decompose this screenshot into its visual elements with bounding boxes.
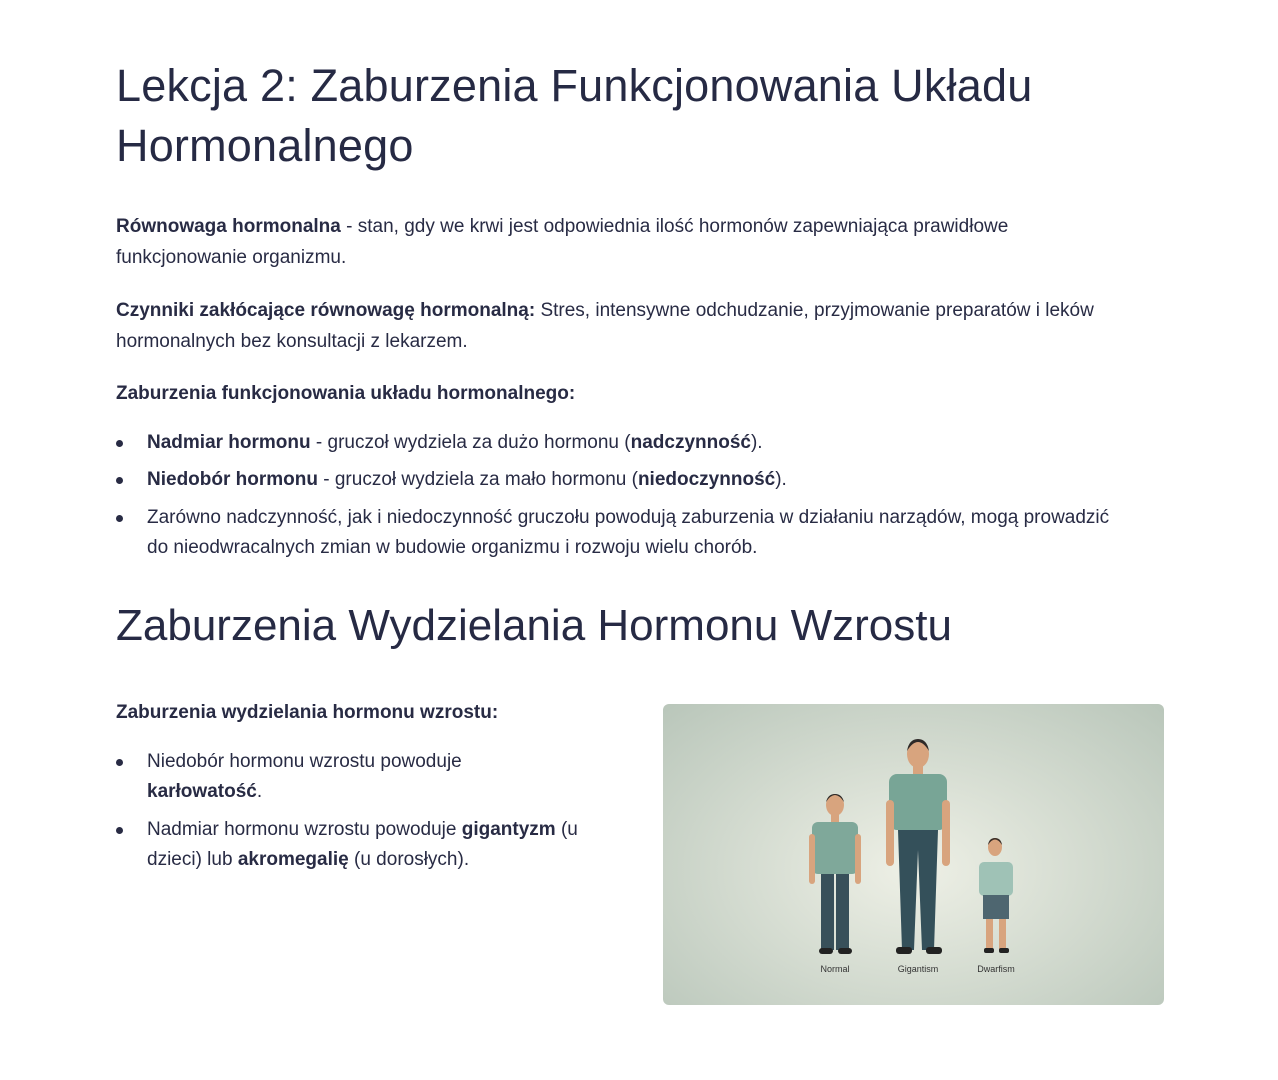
list-item <box>116 815 617 876</box>
growth-text <box>116 698 626 883</box>
term: karłowatość <box>147 781 257 802</box>
text: Zarówno nadczynność, jak i niedoczynność gruczołu powodują zaburzenia w działaniu narządów, mogą prowadzić do nieodwracalnych zmian w budowie organizmu i rozwoju wielu chorób. <box>147 506 1110 558</box>
paragraph-hormonal-balance <box>116 212 1126 273</box>
subheading <box>116 698 626 729</box>
term: nadczynność <box>630 431 751 453</box>
text: (u dzieci) lub <box>147 818 578 870</box>
label-normal: Normal <box>820 964 850 974</box>
term: niedoczynność <box>637 469 776 490</box>
text: . <box>256 781 263 802</box>
text: Nadmiar hormonu wzrostu powoduje <box>147 818 462 840</box>
list-item <box>116 428 1126 459</box>
subheading-text: Zaburzenia wydzielania hormonu wzrostu: <box>116 702 499 723</box>
term: gigantyzm <box>461 818 556 840</box>
term: Niedobór hormonu <box>147 469 318 490</box>
normal-figure <box>809 794 861 954</box>
page-title: Lekcja 2: Zaburzenia Funkcjonowania Układu Hormonalnego <box>116 60 1033 171</box>
lesson-section <box>116 56 1126 571</box>
label-dwarfism: Dwarfism <box>977 964 1015 974</box>
text: - gruczoł wydziela za dużo hormonu ( <box>310 431 631 453</box>
disorders-list <box>116 428 1126 564</box>
text: ). <box>750 431 763 453</box>
text: ). <box>775 469 787 490</box>
label-gigantism: Gigantism <box>897 964 939 974</box>
dwarfism-figure <box>979 838 1013 953</box>
text: Niedobór hormonu wzrostu powoduje <box>147 750 462 772</box>
paragraph-disrupting-factors <box>116 296 1126 357</box>
subheading-text: Zaburzenia funkcjonowania układu hormonalnego: <box>116 383 576 404</box>
definition: Stres, intensywne odchudzanie, przyjmowanie preparatów i leków hormonalnych bez konsultacji z lekarzem. <box>116 300 1094 352</box>
definition: - stan, gdy we krwi jest odpowiednia ilość hormonów zapewniająca prawidłowe funkcjonowanie organizmu. <box>116 216 1009 268</box>
list-item <box>116 747 626 808</box>
section-title: Zaburzenia Wydzielania Hormonu Wzrostu <box>116 601 952 650</box>
subheading-disorders <box>116 379 1126 410</box>
growth-illustration <box>663 704 1164 1005</box>
gigantism-figure <box>886 739 950 954</box>
term: Czynniki zakłócające równowagę hormonalną: <box>116 300 536 321</box>
term: Nadmiar hormonu <box>147 431 311 453</box>
text: - gruczoł wydziela za mało hormonu ( <box>317 469 638 490</box>
list-item <box>116 465 1126 496</box>
growth-list <box>116 747 626 876</box>
text: (u dorosłych). <box>348 849 470 870</box>
list-item <box>116 503 1126 564</box>
term: Równowaga hormonalna <box>116 216 341 237</box>
term: akromegalię <box>237 849 349 870</box>
